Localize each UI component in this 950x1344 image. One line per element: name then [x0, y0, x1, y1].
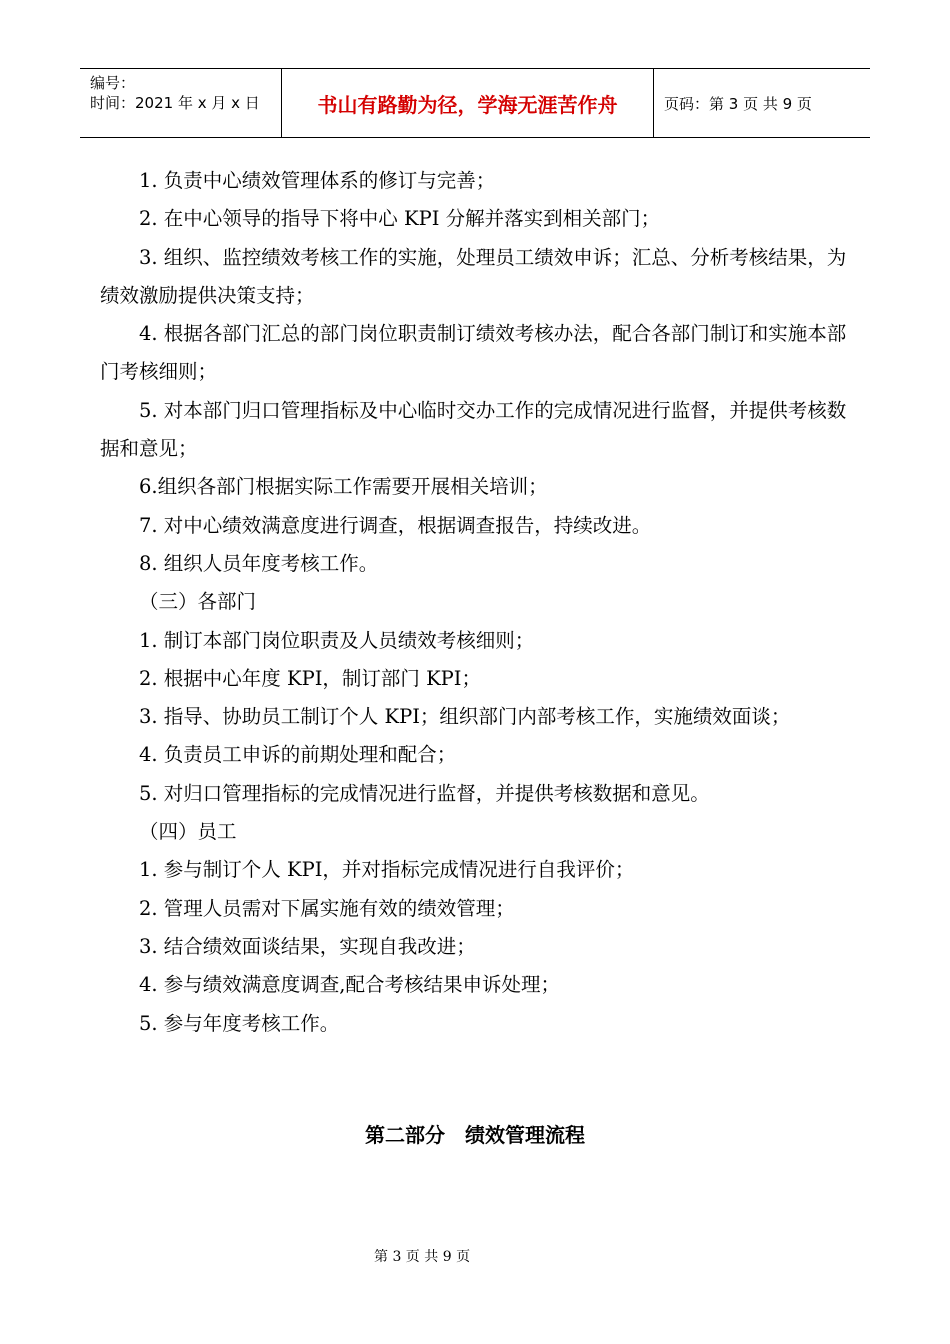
paragraph: 3. 结合绩效面谈结果，实现自我改进；	[139, 934, 476, 958]
paragraph: 6.组织各部门根据实际工作需要开展相关培训；	[139, 475, 548, 499]
section-title: 第二部分 绩效管理流程	[365, 1123, 585, 1147]
header-page-number: 页码：第 3 页 共 9 页	[664, 94, 812, 113]
paragraph: 5. 对本部门归口管理指标及中心临时交办工作的完成情况进行监督，并提供考核数据和意见；	[100, 398, 847, 461]
document-date-label: 时间：2021 年 x 月 x 日	[90, 94, 260, 112]
paragraph: 7. 对中心绩效满意度进行调查，根据调查报告，持续改进。	[139, 513, 652, 537]
paragraph: 8. 组织人员年度考核工作。	[139, 551, 379, 575]
subsection-heading: （四）员工	[139, 820, 237, 844]
paragraph: 2. 根据中心年度 KPI，制订部门 KPI；	[139, 666, 481, 690]
paragraph: 1. 负责中心绩效管理体系的修订与完善；	[139, 169, 496, 192]
paragraph: 1. 参与制订个人 KPI，并对指标完成情况进行自我评价；	[139, 858, 635, 882]
paragraph: 5. 参与年度考核工作。	[139, 1011, 340, 1035]
paragraph: 4. 参与绩效满意度调查,配合考核结果申诉处理；	[139, 973, 561, 997]
paragraph: 5. 对归口管理指标的完成情况进行监督，并提供考核数据和意见。	[139, 781, 710, 805]
paragraph: 1. 制订本部门岗位职责及人员绩效考核细则；	[139, 628, 535, 652]
subsection-heading: （三）各部门	[139, 590, 257, 614]
document-number-label: 编号：	[90, 74, 136, 92]
body-text	[100, 162, 852, 1043]
page-header	[80, 68, 870, 138]
paragraph: 3. 指导、协助员工制订个人 KPI；组织部门内部考核工作，实施绩效面谈；	[139, 705, 791, 729]
paragraph: 2. 管理人员需对下属实施有效的绩效管理；	[139, 896, 515, 920]
paragraph: 2. 在中心领导的指导下将中心 KPI 分解并落实到相关部门；	[139, 207, 661, 231]
paragraph: 4. 根据各部门汇总的部门岗位职责制订绩效考核办法，配合各部门制订和实施本部门考核细则；	[100, 322, 847, 384]
header-motto: 书山有路勤为径，学海无涯苦作舟	[282, 69, 654, 137]
header-info-cell	[80, 69, 282, 137]
page-footer: 第 3 页 共 9 页	[374, 1249, 471, 1265]
paragraph: 4. 负责员工申诉的前期处理和配合；	[139, 743, 457, 767]
paragraph: 3. 组织、监控绩效考核工作的实施，处理员工绩效申诉；汇总、分析考核结果，为绩效激励提供决策支持；	[100, 245, 847, 307]
